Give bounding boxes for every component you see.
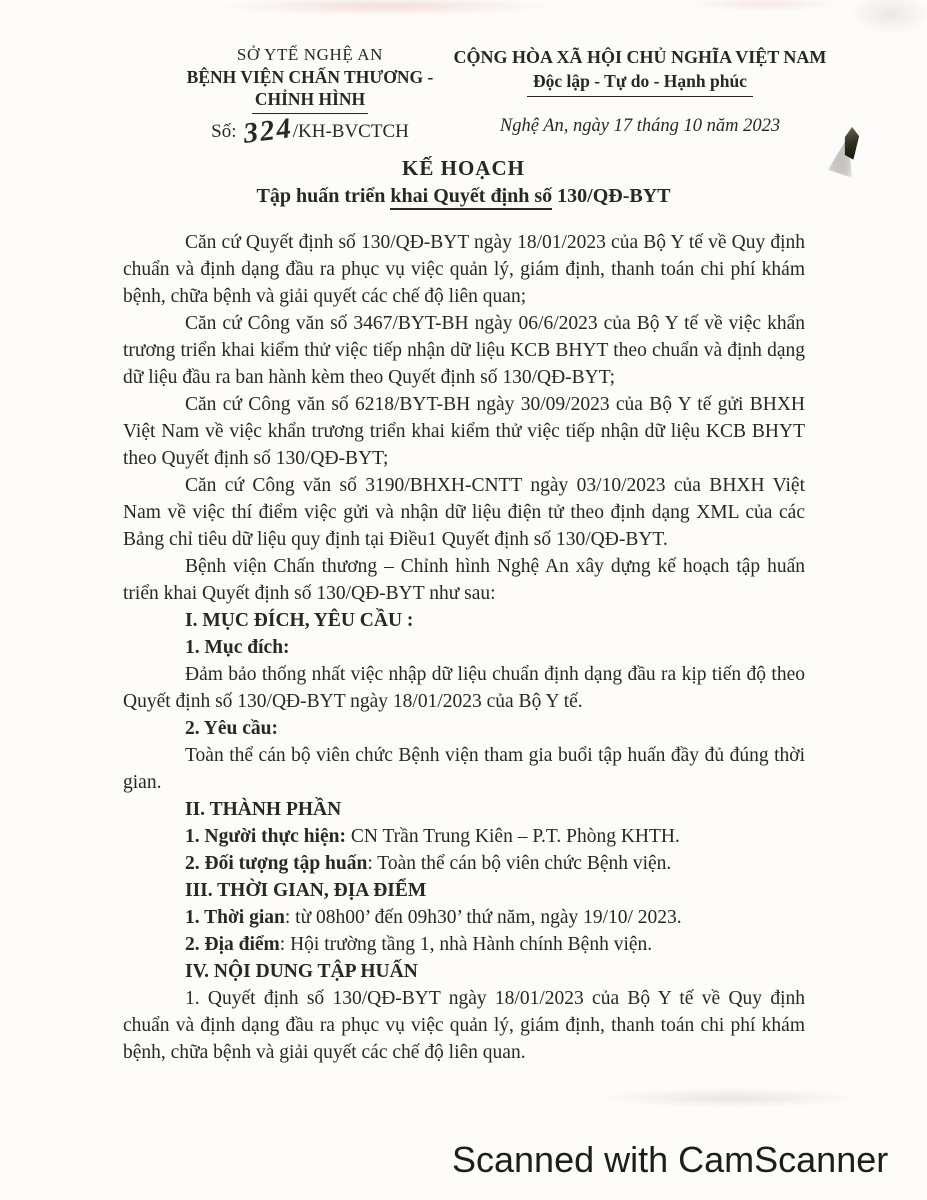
staple-artifact (826, 122, 872, 182)
org-name-line1: BỆNH VIỆN CHẤN THƯƠNG - (186, 67, 434, 88)
paragraph: Căn cứ Công văn số 3467/BYT-BH ngày 06/6/2023 của Bộ Y tế về việc khẩn trương triển khai kiểm thử việc tiếp nhận dữ liệu KCB BHYT theo chuẩn và định dạng dữ liệu đầu ra ban hành kèm theo Quyết định số 130/QĐ-BYT; (123, 313, 805, 388)
section-heading: I. MỤC ĐÍCH, YÊU CẦU : (185, 610, 414, 631)
section-heading: 2. Yêu cầu: (185, 718, 278, 739)
section-heading: IV. NỘI DUNG TẬP HUẤN (185, 961, 418, 982)
paragraph: Đảm bảo thống nhất việc nhập dữ liệu chuẩn định dạng đầu ra kịp tiến độ theo Quyết định số 130/QĐ-BYT ngày 18/01/2023 của Bộ Y tế. (123, 664, 805, 712)
section-heading: 1. Mục đích: (185, 637, 290, 658)
paragraph: Căn cứ Quyết định số 130/QĐ-BYT ngày 18/01/2023 của Bộ Y tế về Quy định chuẩn và định dạng đầu ra phục vụ việc quản lý, giám định, thanh toán chi phí khám bệnh, chữa bệnh và giải quyết các chế độ liên quan; (123, 232, 805, 307)
scan-smudge (685, 0, 845, 12)
paragraph: 1. Người thực hiện: CN Trần Trung Kiên – P.T. Phòng KHTH. (185, 826, 680, 847)
paragraph: 2. Đối tượng tập huấn: Toàn thể cán bộ viên chức Bệnh viện. (185, 853, 672, 874)
document-body (123, 229, 805, 1066)
country-title: CỘNG HÒA XÃ HỘI CHỦ NGHĨA VIỆT NAM (453, 47, 827, 67)
org-name-line2: CHỈNH HÌNH (158, 89, 462, 114)
scan-smudge (595, 1088, 865, 1108)
national-motto: Độc lập - Tự do - Hạnh phúc (448, 69, 832, 97)
document-subtitle: Tập huấn triển khai Quyết định số 130/QĐ-BYT (0, 183, 927, 209)
paragraph-lead-label: 2. Đối tượng tập huấn (185, 853, 368, 874)
paragraph: Bệnh viện Chấn thương – Chỉnh hình Nghệ An xây dựng kế hoạch tập huấn triển khai Quyết định số 130/QĐ-BYT như sau: (123, 556, 805, 604)
handwritten-number: 324 (241, 112, 295, 150)
scan-smudge (850, 0, 927, 34)
document-title: KẾ HOẠCH (402, 156, 525, 180)
paragraph: Toàn thể cán bộ viên chức Bệnh viện tham gia buổi tập huấn đầy đủ đúng thời gian. (123, 745, 805, 793)
paragraph: Căn cứ Công văn số 6218/BYT-BH ngày 30/09/2023 của Bộ Y tế gửi BHXH Việt Nam về việc khẩn trương triển khai kiểm thử việc tiếp nhận dữ liệu KCB BHYT theo Quyết định số 130/QĐ-BYT; (123, 394, 805, 469)
paragraph-lead-label: 1. Người thực hiện: (185, 826, 346, 847)
paragraph: 2. Địa điểm: Hội trường tầng 1, nhà Hành chính Bệnh viện. (185, 934, 653, 955)
paragraph-lead-label: 2. Địa điểm (185, 934, 280, 955)
paragraph: 1. Thời gian: từ 08h00’ đến 09h30’ thứ năm, ngày 19/10/ 2023. (185, 907, 682, 928)
section-heading: III. THỜI GIAN, ĐỊA ĐIỂM (185, 880, 427, 901)
org-parent-name: SỞ YTẾ NGHỆ AN (236, 45, 384, 64)
document-number: Số: 324/KH-BVCTCH (211, 112, 409, 150)
document-title-block (0, 155, 927, 209)
place-date-line: Nghệ An, ngày 17 tháng 10 năm 2023 (499, 116, 781, 137)
scan-smudge (215, 0, 555, 16)
issuing-org-block (158, 44, 462, 150)
paragraph: 1. Quyết định số 130/QĐ-BYT ngày 18/01/2023 của Bộ Y tế về Quy định chuẩn và định dạng đầu ra phục vụ việc quản lý, giám định, thanh toán chi phí khám bệnh, chữa bệnh và giải quyết các chế độ liên quan. (123, 988, 805, 1063)
section-heading: II. THÀNH PHẦN (185, 799, 342, 820)
camscanner-watermark: Scanned with CamScanner (452, 1139, 889, 1180)
paragraph-lead-label: 1. Thời gian (185, 907, 285, 928)
paragraph: Căn cứ Công văn số 3190/BHXH-CNTT ngày 03/10/2023 của BHXH Việt Nam về việc thí điểm việc gửi và nhận dữ liệu điện tử theo định dạng XML của các Bảng chỉ tiêu dữ liệu quy định tại Điều1 Quyết định số 130/QĐ-BYT. (123, 475, 805, 550)
national-header-block (448, 46, 832, 138)
